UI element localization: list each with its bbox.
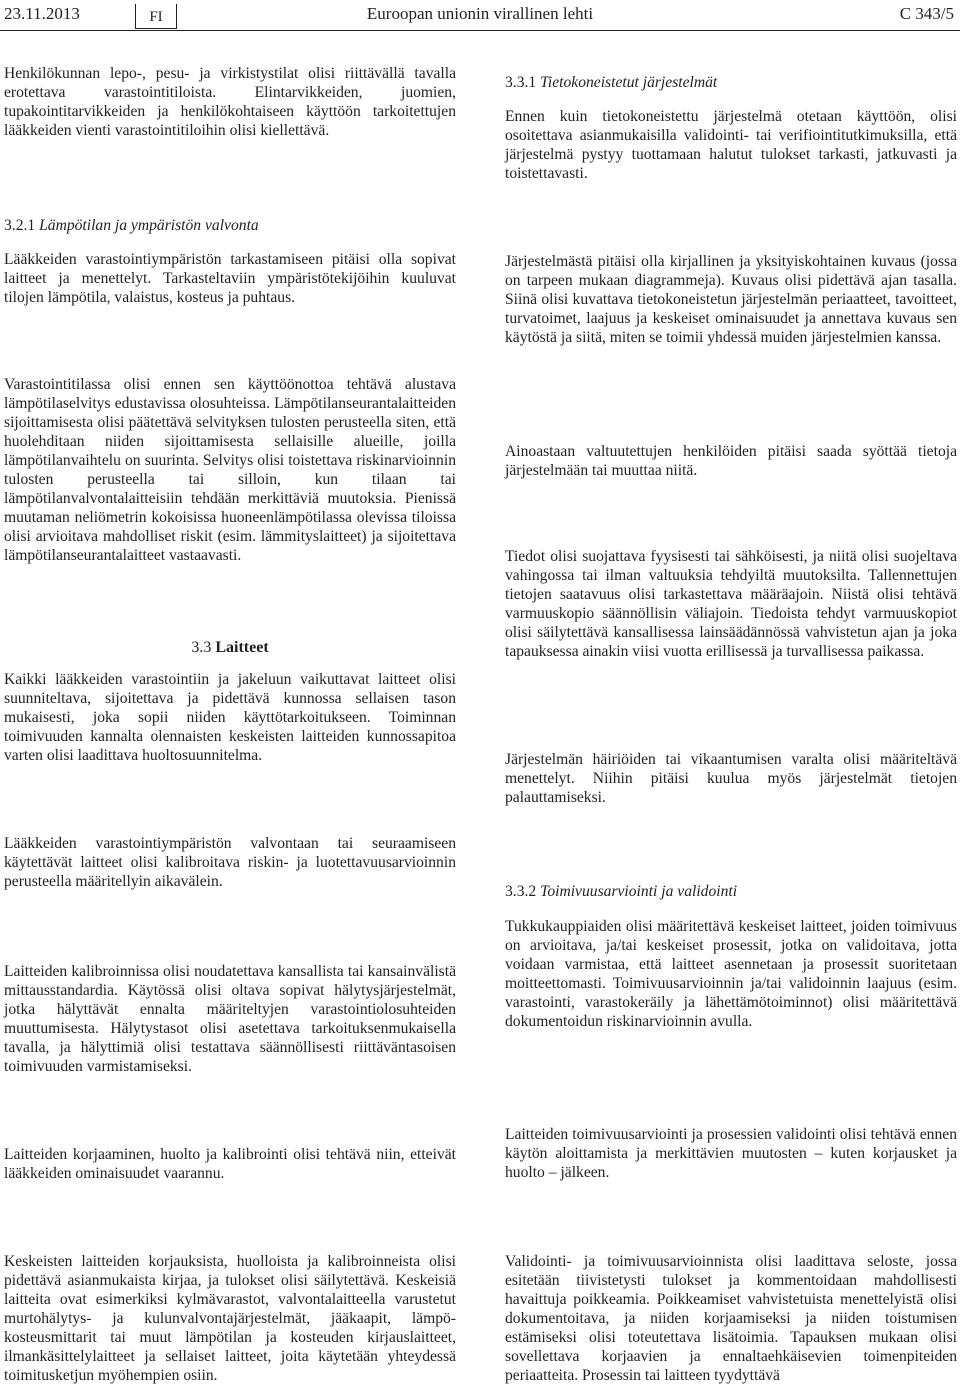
- heading-number: 3.3: [191, 639, 212, 656]
- publication-date: 23.11.2013: [4, 4, 80, 23]
- heading-label: Tietokoneistetut järjestelmät: [540, 74, 718, 91]
- journal-title: Euroopan unionin virallinen lehti: [366, 4, 594, 23]
- paragraph-data-protection: Tiedot olisi suojattava fyysisesti tai sähköisesti, ja niitä olisi suojeltava vahingossa tai ilman valtuuksia tehdyiltä muutoksilta. Tallennettujen tietojen saatavuus olisi tarkastettava määräajoin. Niistä olisi tehtävä varmuuskopio säännöllisin väliajoin. Tiedoista tehdyt varmuuskopiot olisi säilytettävä kansallisessa lainsäädännössä vahvistetun ajan ja joka tapauksessa ainakin viisi vuotta erillisessä ja turvallisessa paikassa.: [505, 548, 957, 660]
- heading-3-3-2: [505, 882, 737, 901]
- paragraph-validation-report: Validointi- ja toimivuusarvioinnista olisi laadittava seloste, jossa esitetään tiivistetysti tulokset ja kommentoidaan mahdollisesti havaittuja poikkeamia. Poikkeamiset vahvistetuista menettelyistä olisi dokumentoitava, ja niiden korjaamiseksi ja niiden toistumisen estämiseksi olisi toteutettava lisätoimia. Tapauksen mukaan olisi sovellettava korjaavien ja ennaltaehkäisevien toimenpiteiden periaatteita. Prosessin tai laitteen tyydyttävä: [505, 1253, 957, 1384]
- paragraph-qualification-scope: Tukkukauppiaiden olisi määritettävä keskeiset laitteet, joiden toimivuus on arvioitava, ja/tai keskeiset prosessit, jotka on validoitava, jotta voidaan varmistaa, että laitteet asennetaan ja prosessit suoritetaan moitteettomasti. Toimivuusarvioinnin ja/tai validoinnin laajuus (esim. varastointi, varastokeräily ja lähettämötoiminnot) olisi määritettävä dokumentoidun riskinarvioinnin avulla.: [505, 918, 957, 1030]
- heading-3-3: [4, 638, 456, 657]
- paragraph-staff-facilities: Henkilökunnan lepo-, pesu- ja virkistystilat olisi riittävällä tavalla erotettava varastointitiloista. Elintarvikkeiden, juomien, tupakointitarvikkeiden ja henkilökohtaiseen käyttöön tarkoitettujen lääkkeiden vienti varastointitiloihin olisi kiellettävä.: [4, 65, 456, 139]
- paragraph-maintenance-records: Keskeisten laitteiden korjauksista, huolloista ja kalibroinneista olisi pidettävä asianmukaista kirjaa, ja tulokset olisi säilytettävä. Keskeisiä laitteita ovat esimerkiksi kylmävarastot, valvontalaitteella varustetut murtohälytys- ja kulunvalvontajärjestelmät, jääkaapit, lämpö-kosteusmittarit tai muut lämpötilan ja kosteuden kirjauslaitteet, ilmankäsittelylaitteet ja sellaiset laitteet, joita käytetään yhteydessä toimitusketjun myöhempien osiin.: [4, 1253, 456, 1384]
- paragraph-calibration-interval: Lääkkeiden varastointiympäristön valvontaan tai seuraamiseen käytettävät laitteet olisi kalibroitava riskin- ja luotettavuusarvioinnin perusteella määritellyin aikavälein.: [4, 835, 456, 890]
- paragraph-failure-procedures: Järjestelmän häiriöiden tai vikaantumisen varalta olisi määriteltävä menettelyt. Niihin pitäisi kuulua myös järjestelmät tietojen palauttamiseksi.: [505, 751, 957, 806]
- heading-number: 3.3.2: [505, 883, 537, 900]
- paragraph-monitoring-equipment: Lääkkeiden varastointiympäristön tarkastamiseen pitäisi olla sopivat laitteet ja menettelyt. Tarkasteltaviin ympäristötekijöihin kuuluvat tilojen lämpötila, valaistus, kosteus ja puhtaus.: [4, 251, 456, 306]
- header-divider: [0, 30, 960, 31]
- heading-3-2-1: [4, 216, 259, 235]
- page-reference: C 343/5: [899, 4, 954, 23]
- heading-label: Lämpötilan ja ympäristön valvonta: [39, 217, 259, 234]
- heading-3-3-1: [505, 73, 717, 92]
- paragraph-qualification-timing: Laitteiden toimivuusarviointi ja prosessien validointi olisi tehtävä ennen käytön aloittamista ja merkittävien muutosten – kuten korjausket ja huolto – jälkeen.: [505, 1126, 957, 1181]
- language-badge: FI: [135, 4, 177, 29]
- paragraph-system-description: Järjestelmästä pitäisi olla kirjallinen ja yksityiskohtainen kuvaus (jossa on tarpeen mukaan diagrammeja). Kuvaus olisi pidettävä ajan tasalla. Siinä olisi kuvattava tietokoneistetun järjestelmän periaatteet, tavoitteet, turvatoimet, laajuus ja keskeiset ominaisuudet ja annettava kuvaus sen käytöstä ja siitä, miten se toimii yhdessä muiden järjestelmien kanssa.: [505, 253, 957, 346]
- heading-label: Laitteet: [215, 639, 269, 656]
- paragraph-repair-maintenance: Laitteiden korjaaminen, huolto ja kalibrointi olisi tehtävä niin, etteivät lääkkeiden ominaisuudet vaarannu.: [4, 1146, 456, 1182]
- heading-label: Toimivuusarviointi ja validointi: [540, 883, 738, 900]
- paragraph-temperature-mapping: Varastointitilassa olisi ennen sen käyttöönottoa tehtävä alustava lämpötilaselvitys edustavissa olosuhteissa. Lämpötilanseurantalaitteiden sijoittamisesta olisi päätettävä selvityksen tulosten perusteella siten, että huolehditaan niiden sijoittamisesta sellaisille alueille, joilla lämpötilanvaihtelu on suurinta. Selvitys olisi toistettava riskinarvioinnin tulosten perusteella tai silloin, kun tilaan tai lämpötilanvalvontalaitteisiin tehdään merkittäviä muutoksia. Pienissä muutaman neliömetrin kokoisissa huoneenlämpötilassa olevissa tiloissa olisi arvioitava mahdolliset riskit (esim. lämmityslaitteet) ja sijoitettava lämpötilanseurantalaitteet vastaavasti.: [4, 376, 456, 564]
- heading-number: 3.3.1: [505, 74, 537, 91]
- paragraph-computerised-validation: Ennen kuin tietokoneistettu järjestelmä otetaan käyttöön, olisi osoitettava asianmukaisilla validointi- tai verifiointitutkimuksilla, että järjestelmä pystyy tuottamaan halutut tulokset tarkasti, jatkuvasti ja toistettavasti.: [505, 108, 957, 182]
- paragraph-alarm-systems: Laitteiden kalibroinnissa olisi noudatettava kansallista tai kansainvälistä mittausstandardia. Käytössä olisi oltava sopivat hälytysjärjestelmät, jotka hälyttävät ennalta määriteltyjen varastointiolosuhteiden muuttumisesta. Hälytystasot olisi asetettava tarkoituksenmukaisella tavalla, ja hälyttimiä olisi testattava säännöllisesti riittäväntasoisen toimivuuden varmistamiseksi.: [4, 963, 456, 1075]
- paragraph-equipment-design: Kaikki lääkkeiden varastointiin ja jakeluun vaikuttavat laitteet olisi suunniteltava, sijoitettava ja pidettävä kunnossa sellaisen tason mukaisesti, joka sopii niiden käyttötarkoitukseen. Toiminnan toimivuuden kannalta olennaisten keskeisten laitteiden kunnossapitoa varten olisi laadittava huoltosuunnitelma.: [4, 671, 456, 764]
- page-header: [0, 0, 960, 30]
- paragraph-authorised-access: Ainoastaan valtuutettujen henkilöiden pitäisi saada syöttää tietoja järjestelmään tai muuttaa niitä.: [505, 443, 957, 479]
- heading-number: 3.2.1: [4, 217, 36, 234]
